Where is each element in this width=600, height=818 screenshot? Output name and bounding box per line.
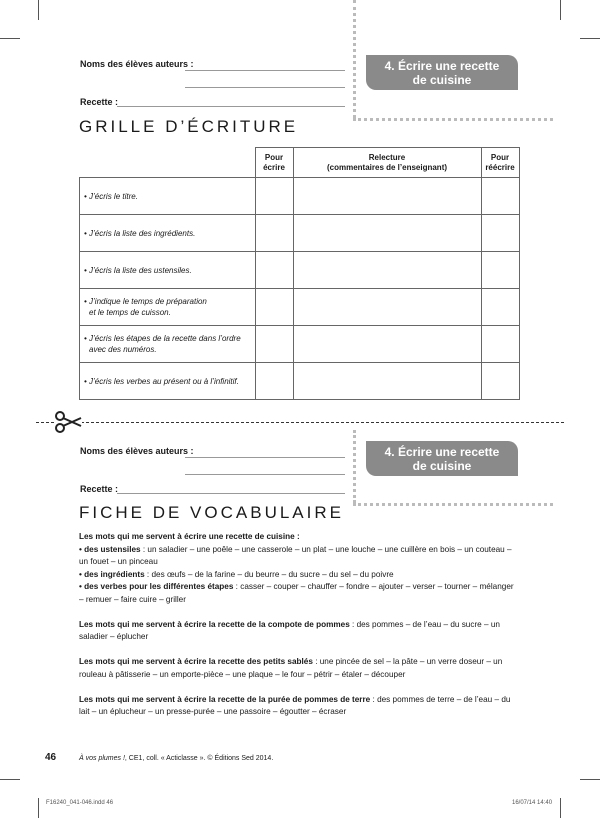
vocab-words: : des œufs – de la farine – du beurre – du sucre – du sel – du poivre (144, 569, 394, 579)
criterion-text: avec des numéros. (89, 345, 157, 354)
header-line: (commentaires de l’enseignant) (326, 162, 448, 172)
authors-label: Noms des élèves auteurs : (80, 446, 194, 456)
grid-header-pour-reecrire (481, 148, 519, 178)
credit-rest: , CE1, coll. « Acticlasse ». © Éditions Sed 2014. (124, 755, 274, 762)
criterion-cell (80, 178, 256, 215)
vocab-intro: Les mots qui me servent à écrire une recette de cuisine : (79, 532, 300, 541)
credit-title: À vos plumes ! (79, 755, 125, 762)
page-number: 46 (45, 752, 57, 763)
grid-row (80, 289, 520, 326)
badge-line-1: 4. Écrire une recette (384, 59, 500, 73)
check-cell[interactable] (255, 215, 293, 252)
badge-line-2: de cuisine (412, 459, 472, 473)
crop-mark (580, 779, 600, 780)
header-line: Pour (264, 152, 284, 162)
check-cell[interactable] (255, 289, 293, 326)
badge-line-1: 4. Écrire une recette (384, 445, 500, 459)
section-badge (366, 441, 518, 476)
scissors-icon (54, 411, 82, 433)
check-cell[interactable] (481, 252, 519, 289)
writing-grid (79, 147, 520, 400)
cut-line (36, 422, 564, 423)
grid-row (80, 178, 520, 215)
crop-mark (580, 38, 600, 39)
vocab-paragraph-general (79, 531, 519, 606)
header-line: réécrire (485, 162, 515, 172)
header-line: Relecture (368, 152, 406, 162)
authors-label: Noms des élèves auteurs : (80, 59, 194, 69)
vocab-words: : casser – couper – chauffer – fondre – ajouter – verser – tourner – mélanger – remuer – faire cuire – griller (79, 582, 514, 604)
crop-mark (560, 0, 561, 20)
badge-line-2: de cuisine (412, 73, 472, 87)
check-cell[interactable] (481, 326, 519, 363)
recipe-label: Recette : (80, 484, 119, 494)
comment-cell[interactable] (293, 363, 481, 400)
crop-mark (0, 38, 20, 39)
grid-row (80, 326, 520, 363)
check-cell[interactable] (255, 363, 293, 400)
authors-line-2[interactable] (185, 87, 345, 88)
grid-header-relecture (293, 148, 481, 178)
vocab-paragraph-puree (79, 694, 519, 719)
credit-line (79, 755, 273, 762)
header-line: Pour (490, 152, 510, 162)
header-line: écrire (263, 162, 285, 172)
vocab-category: • des verbes pour les différentes étapes (79, 582, 234, 591)
criterion-cell (80, 289, 256, 326)
vocab-paragraph-compote (79, 619, 519, 644)
grid-row (80, 252, 520, 289)
comment-cell[interactable] (293, 326, 481, 363)
grid-title: GRILLE D’ÉCRITURE (79, 117, 299, 136)
criterion-text: • J’écris la liste des ustensiles. (84, 265, 192, 275)
criterion-cell (80, 326, 256, 363)
vocab-words: : une pincée de sel – la pâte – un verre doseur – un rouleau à pâtisserie – un emporte-pièce – une plaque – le four – pétrir – étaler – découper (79, 657, 503, 679)
crop-mark (560, 798, 561, 818)
criterion-text: • J’écris les verbes au présent ou à l’infinitif. (84, 376, 239, 386)
dotted-frame-horizontal (353, 118, 553, 121)
vocab-words: : des pommes – de l’eau – du sucre – un saladier – éplucher (79, 619, 500, 641)
criterion-text: • J’indique le temps de préparation (84, 297, 207, 306)
check-cell[interactable] (255, 178, 293, 215)
authors-line-1[interactable] (185, 457, 345, 458)
criterion-cell (80, 252, 256, 289)
check-cell[interactable] (481, 178, 519, 215)
vocab-title: FICHE DE VOCABULAIRE (79, 503, 344, 522)
check-cell[interactable] (255, 326, 293, 363)
criterion-text: • J’écris le titre. (84, 191, 138, 201)
vocab-category: • des ustensiles (79, 544, 141, 554)
authors-line-1[interactable] (185, 70, 345, 71)
section-badge (366, 55, 518, 90)
recipe-label: Recette : (80, 97, 119, 107)
dotted-frame-horizontal (353, 503, 553, 506)
vocab-intro: Les mots qui me servent à écrire la recette de la compote de pommes (79, 619, 350, 629)
dotted-frame-vertical (353, 0, 356, 118)
dotted-frame-vertical (353, 430, 356, 503)
vocab-words: : des pommes de terre – de l’eau – du lait – un éplucheur – un presse-purée – une passoire – égoutter – écraser (79, 694, 511, 716)
criterion-text: et le temps de cuisson. (89, 308, 171, 317)
grid-header-pour-ecrire (255, 148, 293, 178)
grid-row (80, 363, 520, 400)
criterion-text: • J’écris la liste des ingrédients. (84, 228, 196, 238)
comment-cell[interactable] (293, 178, 481, 215)
grid-row (80, 215, 520, 252)
vocab-intro: Les mots qui me servent à écrire la recette des petits sablés (79, 657, 313, 666)
criterion-cell (80, 363, 256, 400)
crop-mark (38, 0, 39, 20)
file-name: F16240_041-046.indd 46 (46, 800, 114, 806)
comment-cell[interactable] (293, 215, 481, 252)
check-cell[interactable] (481, 215, 519, 252)
crop-mark (38, 798, 39, 818)
criterion-cell (80, 215, 256, 252)
timestamp: 16/07/14 14:40 (512, 800, 553, 806)
crop-mark (0, 779, 20, 780)
authors-line-2[interactable] (185, 474, 345, 475)
grid-header-empty (80, 148, 256, 178)
vocab-intro: Les mots qui me servent à écrire la recette de la purée de pommes de terre (79, 694, 371, 704)
vocab-body (79, 531, 519, 731)
check-cell[interactable] (481, 289, 519, 326)
check-cell[interactable] (255, 252, 293, 289)
vocab-paragraph-sables (79, 656, 519, 681)
comment-cell[interactable] (293, 289, 481, 326)
recipe-line[interactable] (117, 106, 345, 107)
criterion-text: • J’écris les étapes de la recette dans l’ordre (84, 334, 241, 343)
comment-cell[interactable] (293, 252, 481, 289)
recipe-line[interactable] (117, 493, 345, 494)
vocab-category: • des ingrédients (79, 569, 145, 579)
check-cell[interactable] (481, 363, 519, 400)
vocab-words: : un saladier – une poêle – une casserole – un plat – une louche – une cuillère en bois – un couteau – un fouet – un pinceau (79, 544, 512, 566)
